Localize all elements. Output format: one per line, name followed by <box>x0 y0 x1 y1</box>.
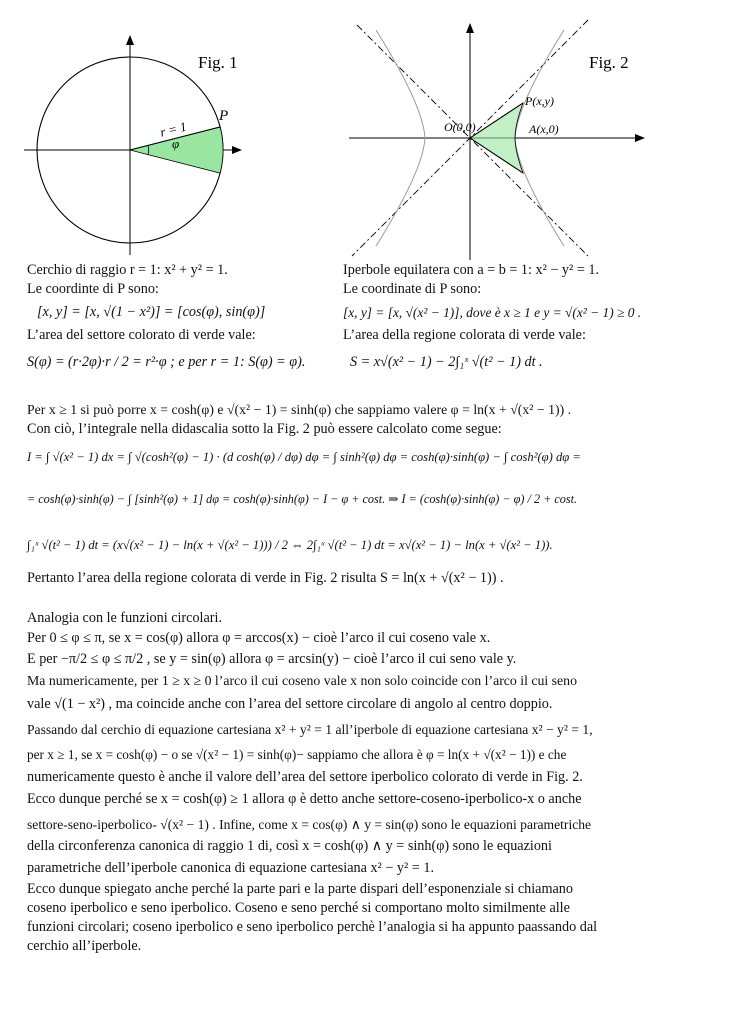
derivation-line: Con ciò, l’integrale nella didascalia sotto la Fig. 2 può essere calcolato come segue: <box>27 421 502 437</box>
derivation-line: Pertanto l’area della regione colorata di verde in Fig. 2 risulta S = ln(x + √(x² − 1)) . <box>27 570 504 586</box>
figure-1 <box>20 20 260 260</box>
fig1-point-label: P <box>219 108 229 124</box>
fig1-caption-line: Cerchio di raggio r = 1: x² + y² = 1. <box>27 262 228 278</box>
fig1-radius-label: r = 1 <box>158 118 189 140</box>
analogy-line: E per −π/2 ≤ φ ≤ π/2 , se y = sin(φ) allora φ = arcsin(y) − cioè l’arco il cui seno vale y. <box>27 651 517 667</box>
analogy-line: Ecco dunque spiegato anche perché la parte pari e la parte dispari dell’esponenziale si chiamano <box>27 881 573 897</box>
fig2-caption-line: Le coordinate di P sono: <box>343 281 482 297</box>
fig1-title: Fig. 1 <box>198 53 238 72</box>
derivation-equation: I = ∫ √(x² − 1) dx = ∫ √(cosh²(φ) − 1) · (d cosh(φ) / dφ) dφ = ∫ sinh²(φ) dφ = cosh(φ)·sinh(φ) − ∫ cosh²(φ) dφ = <box>27 450 581 464</box>
analogy-line: Ecco dunque perché se x = cosh(φ) ≥ 1 allora φ è detto anche settore-coseno-iperbolico-x o anche <box>27 791 582 807</box>
analogy-line: per x ≥ 1, se x = cosh(φ) − o se √(x² − 1) = sinh(φ)− sappiamo che allora è φ = ln(x + √(x² − 1)) e che <box>27 747 567 762</box>
fig1-caption-line: Le coordinte di P sono: <box>27 281 159 297</box>
analogy-line: della circonferenza canonica di raggio 1 di, così x = cosh(φ) ∧ y = sinh(φ) sono le equazioni <box>27 838 552 854</box>
fig2-caption-line: L’area della regione colorata di verde vale: <box>343 327 586 343</box>
fig1-caption-line: [x, y] = [x, √(1 − x²)] = [cos(φ), sin(φ)] <box>37 304 266 320</box>
derivation-equation: ∫₁ˣ √(t² − 1) dt = (x√(x² − 1) − ln(x + √(x² − 1))) / 2 ⇔ 2∫₁ˣ √(t² − 1) dt = x√(x² − 1) − ln(x + √(x² − 1)). <box>27 538 553 552</box>
derivation-equation: = cosh(φ)·sinh(φ) − ∫ [sinh²(φ) + 1] dφ = cosh(φ)·sinh(φ) − I − φ + cost. ⇒ I = (cosh(φ)·sinh(φ) − φ) / 2 + cost. <box>27 492 578 506</box>
fig2-caption-line: Iperbole equilatera con a = b = 1: x² − y² = 1. <box>343 262 600 278</box>
analogy-line: cerchio all’iperbole. <box>27 938 142 954</box>
fig2-p-label: P(x,y) <box>525 94 554 108</box>
fig2-a-label: A(x,0) <box>529 122 559 136</box>
fig2-caption-line: [x, y] = [x, √(x² − 1)], dove è x ≥ 1 e y = √(x² − 1) ≥ 0 . <box>343 305 642 320</box>
analogy-line: settore-seno-iperbolico- √(x² − 1) . Infine, come x = cos(φ) ∧ y = sin(φ) sono le equazioni parametriche <box>27 817 592 832</box>
analogy-line: vale √(1 − x²) , ma coincide anche con l’area del settore circolare di angolo al centro doppio. <box>27 696 553 712</box>
analogy-heading: Analogia con le funzioni circolari. <box>27 610 223 626</box>
fig2-o-label: O(0,0) <box>444 120 476 134</box>
analogy-line: numericamente questo è anche il valore dell’area del settore iperbolico colorato di verde in Fig. 2. <box>27 769 583 785</box>
fig1-caption-line: L’area del settore colorato di verde vale: <box>27 327 256 343</box>
analogy-line: coseno iperbolico e seno iperbolico. Coseno e seno perché si comportano molto similmente alle <box>27 900 570 916</box>
analogy-line: parametriche dell’iperbole canonica di equazione cartesiana x² − y² = 1. <box>27 860 434 876</box>
green-hyperbolic-sector <box>470 103 523 173</box>
analogy-line: Ma numericamente, per 1 ≥ x ≥ 0 l’arco il cui coseno vale x non solo coincide con l’arco il cui seno <box>27 673 577 688</box>
fig2-title: Fig. 2 <box>589 53 629 72</box>
fig1-caption-line: S(φ) = (r·2φ)·r / 2 = r²·φ ; e per r = 1: S(φ) = φ). <box>27 354 306 370</box>
derivation-line: Per x ≥ 1 si può porre x = cosh(φ) e √(x² − 1) = sinh(φ) che sappiamo valere φ = ln(x + √(x² − 1)) . <box>27 402 572 417</box>
analogy-line: Passando dal cerchio di equazione cartesiana x² + y² = 1 all’iperbole di equazione cartesiana x² − y² = 1, <box>27 722 593 737</box>
figure-2 <box>345 15 645 260</box>
fig2-caption-line: S = x√(x² − 1) − 2∫₁ˣ √(t² − 1) dt . <box>350 354 543 370</box>
analogy-line: Per 0 ≤ φ ≤ π, se x = cos(φ) allora φ = arccos(x) − cioè l’arco il cui coseno vale x. <box>27 630 491 646</box>
analogy-line: funzioni circolari; coseno iperbolico e seno iperbolico perchè l’analogia si ha appunto paassando dal <box>27 919 598 935</box>
fig1-angle-label: φ <box>172 136 180 151</box>
